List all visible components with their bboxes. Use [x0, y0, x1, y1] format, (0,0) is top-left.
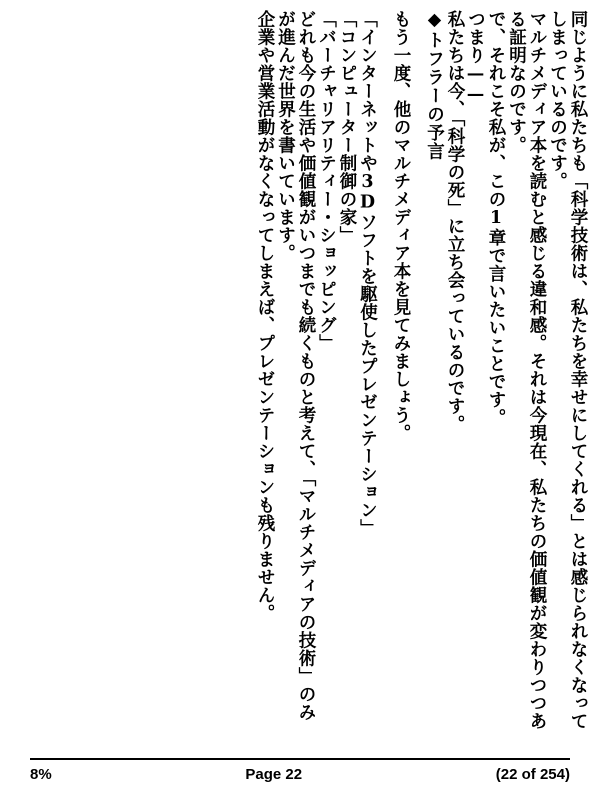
vertical-text-body — [14, 10, 586, 750]
text-column-4: る証明なのです。 — [506, 10, 527, 154]
text-column-13: どれも今の生活や価値観がいつまでも続くものと考えて、「マルチメディアの技術」のみ — [296, 10, 316, 722]
text-column-12: 「バーチャリアリティー・ショッピング」 — [316, 10, 337, 352]
page-footer — [0, 752, 600, 800]
text-column-2: しまっているのです。 — [547, 10, 568, 190]
page-number-label: Page 22 — [245, 766, 303, 783]
text-column-9: もう一度、他のマルチメディア本を見てみましょう。 — [391, 10, 411, 442]
text-column-15: 企業や営業活動がなくなってしまえば、プレゼンテーションも残りません。 — [255, 10, 275, 622]
footer-divider — [30, 758, 570, 760]
page-count-label: (22 of 254) — [495, 766, 570, 783]
text-column-5: で、それこそ私が、この1章で言いたいことです。 — [486, 10, 506, 427]
text-column-6: つまり—— — [465, 10, 486, 105]
text-column-11: 「コンピューター制御の家」 — [337, 10, 357, 244]
text-column-3: マルチメディア本を読むと感じる違和感。それは今現在、私たちの価値観が変わりつつあ — [527, 10, 547, 730]
text-column-14: が進んだ世界を書いています。 — [275, 10, 296, 262]
text-column-10: 「インターネットや3Dソフトを駆使したプレゼンテーション」 — [357, 10, 378, 537]
section-heading-tofflers-prophecy: ◆トフラーの予言 — [424, 10, 445, 161]
reading-progress-percent: 8% — [30, 766, 52, 783]
text-column-7: 私たちは今、「科学の死」に立ち会っているのです。 — [445, 10, 465, 434]
text-column-1: 同じように私たちも「科学技術は、私たちを幸せにしてくれる」とは感じられなくなって — [568, 10, 588, 730]
